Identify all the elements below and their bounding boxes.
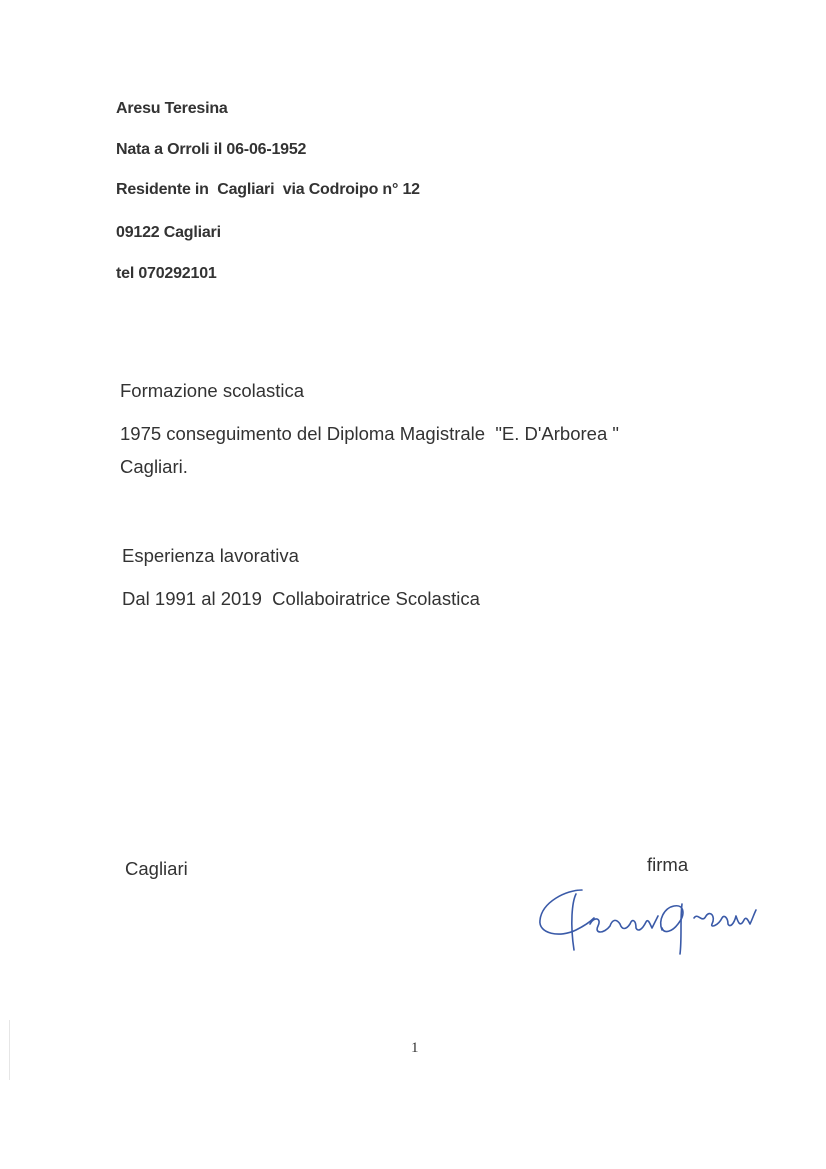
postal-info: 09122 Cagliari	[116, 224, 221, 241]
experience-heading: Esperienza lavorativa	[122, 545, 299, 566]
education-heading: Formazione scolastica	[120, 380, 305, 401]
place-label: Cagliari	[125, 858, 188, 879]
person-name: Aresu Teresina	[116, 100, 228, 117]
phone-info: tel 070292101	[116, 265, 217, 282]
birth-info: Nata a Orroli il 06-06-1952	[116, 141, 307, 158]
handwritten-signature	[532, 884, 762, 956]
page-number: 1	[411, 1040, 419, 1056]
signature-label: firma	[647, 854, 689, 875]
education-line-continued: Cagliari.	[120, 456, 188, 477]
education-line: 1975 conseguimento del Diploma Magistrale "E. D'Arborea "	[120, 423, 619, 444]
scan-edge-mark	[9, 1020, 10, 1080]
experience-line: Dal 1991 al 2019 Collaboiratrice Scolastica	[122, 588, 480, 609]
residence-info: Residente in Cagliari via Codroipo n° 12	[116, 181, 420, 198]
